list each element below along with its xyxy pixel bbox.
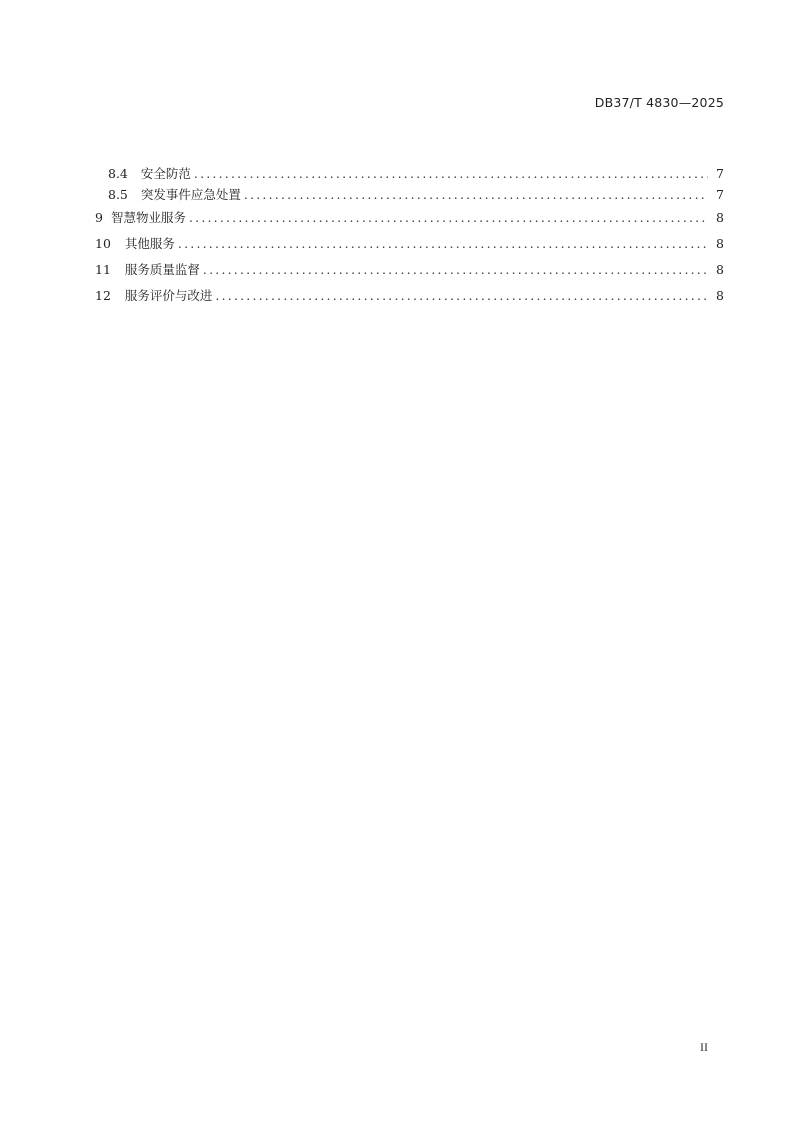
toc-entry-page: 7 [716, 187, 724, 202]
toc-entry-11[interactable] [95, 257, 724, 283]
toc-entry-page: 8 [716, 288, 724, 303]
toc-dot-leader [189, 205, 708, 231]
toc-entry-title: 服务评价与改进 [124, 288, 213, 303]
toc-entry-title: 服务质量监督 [124, 262, 200, 277]
toc-entry-10[interactable] [95, 231, 724, 257]
toc-entry-number: 12 [95, 288, 111, 303]
toc-dot-leader [178, 231, 708, 257]
toc-entry-number: 10 [95, 236, 111, 251]
toc-dot-leader [244, 184, 708, 205]
toc-entry-8-5[interactable] [95, 184, 724, 205]
toc-entry-title: 安全防范 [140, 166, 191, 181]
toc-entry-page: 8 [716, 210, 724, 225]
table-of-contents [95, 163, 724, 309]
toc-entry-page: 8 [716, 236, 724, 251]
toc-entry-8-4[interactable] [95, 163, 724, 184]
document-code-header: DB37/T 4830—2025 [594, 95, 724, 110]
toc-entry-number: 8.4 [108, 166, 128, 181]
toc-entry-9[interactable] [95, 205, 724, 231]
toc-entry-page: 7 [716, 166, 724, 181]
toc-entry-title: 其他服务 [124, 236, 175, 251]
toc-entry-number: 8.5 [108, 187, 128, 202]
toc-entry-page: 8 [716, 262, 724, 277]
toc-entry-title: 智慧物业服务 [110, 210, 186, 225]
toc-entry-number: 11 [95, 262, 111, 277]
toc-entry-number: 9 [95, 210, 103, 225]
toc-dot-leader [194, 163, 708, 184]
page-number-footer: II [700, 1040, 708, 1054]
toc-dot-leader [215, 283, 708, 309]
toc-dot-leader [203, 257, 708, 283]
toc-entry-title: 突发事件应急处置 [140, 187, 241, 202]
toc-entry-12[interactable] [95, 283, 724, 309]
